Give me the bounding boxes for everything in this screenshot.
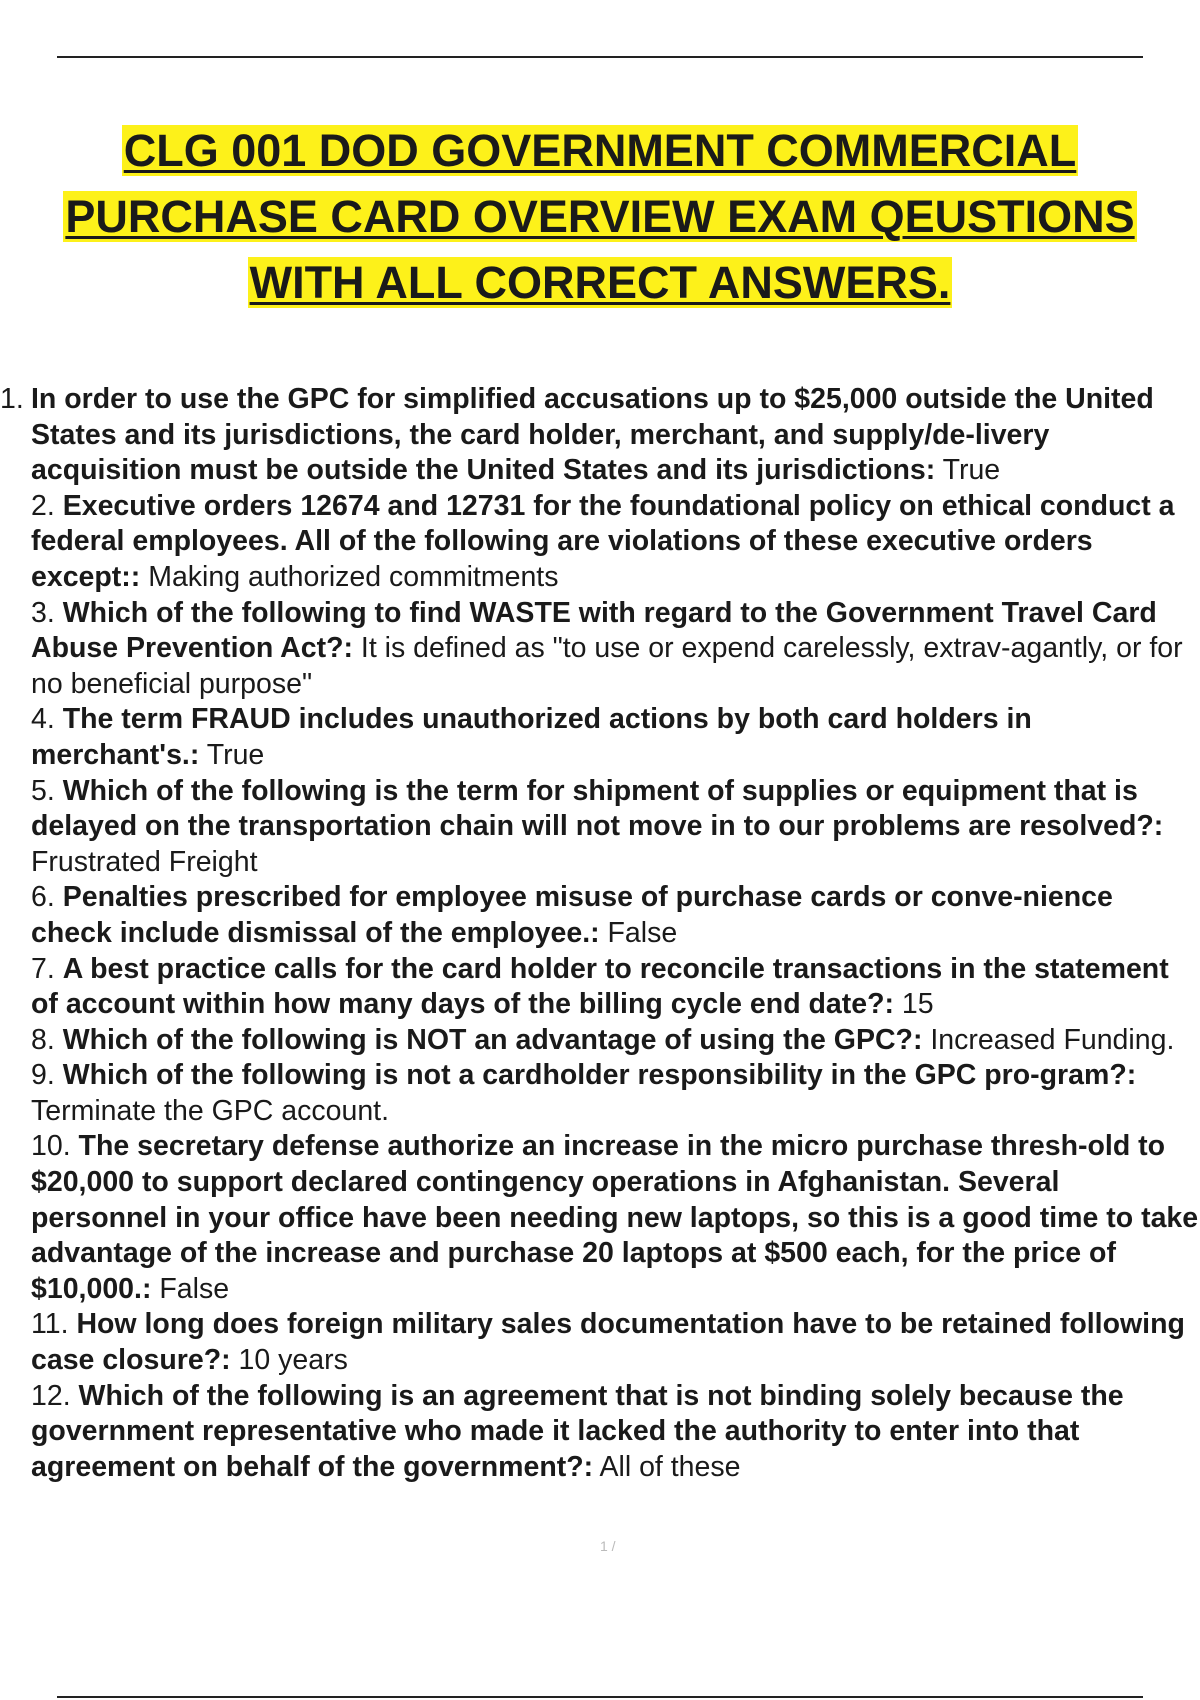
question-text: Which of the following is the term for shipment of supplies or equipment that is delayed on the transportation chain will not move in to our problems are resolved?: [31, 774, 1164, 843]
question-item [0, 1379, 1200, 1486]
answer-text: Terminate the GPC account. [31, 1094, 390, 1127]
question-item [0, 1058, 1200, 1129]
bottom-rule [57, 1696, 1143, 1698]
question-text: Executive orders 12674 and 12731 for the foundational policy on ethical conduct a federal employees. All of the following are violations of these executive orders except:: [31, 489, 1175, 593]
question-number: 1. [0, 383, 24, 415]
answer-text: Frustrated Freight [31, 845, 258, 878]
title-line-1: CLG 001 DOD GOVERNMENT COMMERCIAL [123, 125, 1077, 176]
question-text: How long does foreign military sales documentation have to be retained following case closure?: [31, 1308, 1185, 1377]
question-item [0, 1129, 1200, 1307]
question-item [0, 880, 1200, 951]
answer-text: It is defined as "to use or expend carelessly, extrav-agantly, or for no beneficial purpose" [31, 632, 1183, 700]
answer-text: Making authorized commitments [140, 560, 559, 593]
question-number: 4. [31, 703, 55, 736]
question-number: 5. [31, 774, 55, 807]
question-number: 3. [31, 596, 55, 629]
question-number: 8. [31, 1023, 55, 1056]
question-item [0, 702, 1200, 773]
question-item [0, 382, 1200, 489]
page-marker: 1 / [600, 1538, 616, 1554]
top-rule [57, 56, 1143, 58]
question-text: Penalties prescribed for employee misuse of purchase cards or conve-nience check include dismissal of the employee.: [31, 881, 1113, 949]
question-item [0, 774, 1200, 881]
title-line-3: WITH ALL CORRECT ANSWERS. [249, 257, 951, 308]
question-text: Which of the following is not a cardholder responsibility in the GPC pro-gram?: [62, 1059, 1137, 1092]
question-item [0, 1023, 1200, 1059]
answer-text: True [935, 454, 1001, 487]
question-number: 7. [31, 952, 55, 985]
question-text: Which of the following is NOT an advantage of using the GPC?: [62, 1023, 923, 1056]
question-item [0, 489, 1200, 596]
answer-text: All of these [593, 1450, 741, 1483]
question-number: 2. [31, 489, 55, 522]
answer-text: Increased Funding. [922, 1023, 1175, 1056]
answer-text: True [199, 738, 265, 771]
question-number: 12. [31, 1379, 71, 1412]
answer-text: 15 [894, 988, 934, 1021]
question-item [0, 596, 1200, 703]
question-number: 10. [31, 1130, 71, 1163]
question-item [0, 1307, 1200, 1378]
document-title [0, 118, 1200, 316]
question-text: The term FRAUD includes unauthorized actions by both card holders in merchant's.: [31, 703, 1032, 771]
question-number: 6. [31, 881, 55, 914]
question-text: In order to use the GPC for simplified accusations up to $25,000 outside the United States and its jurisdictions, the card holder, merchant, and supply/de-livery acquisition must be outside the United States and its jurisdictions: [31, 383, 1154, 487]
answer-text: False [151, 1272, 230, 1305]
question-number: 9. [31, 1059, 55, 1092]
answer-text: False [599, 916, 678, 949]
question-text: The secretary defense authorize an increase in the micro purchase thresh-old to $20,000 to support declared contingency operations in Afghanistan. Several personnel in your office have been needing new laptops, so this is a good time to take advantage of the increase and purchase 20 laptops at $500 each, for the price of $10,000.: [31, 1130, 1199, 1305]
question-list [0, 382, 1200, 1485]
title-line-2: PURCHASE CARD OVERVIEW EXAM QEUSTIONS [65, 191, 1135, 242]
question-number: 11. [31, 1308, 69, 1341]
answer-text: 10 years [230, 1344, 348, 1377]
question-text: Which of the following is an agreement that is not binding solely because the government representative who made it lacked the authority to enter into that agreement on behalf of the government?: [31, 1379, 1124, 1483]
question-text: Which of the following to find WASTE with regard to the Government Travel Card Abuse Prevention Act?: [31, 596, 1157, 665]
question-item [0, 952, 1200, 1023]
question-text: A best practice calls for the card holder to reconcile transactions in the statement of account within how many days of the billing cycle end date?: [31, 952, 1169, 1021]
